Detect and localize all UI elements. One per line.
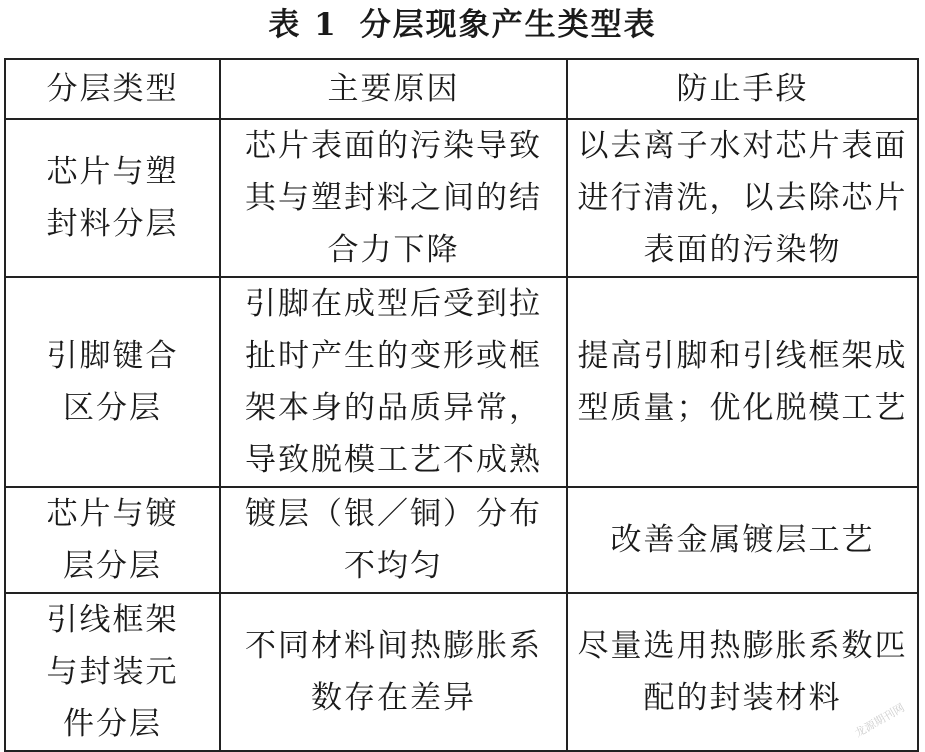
table-row xyxy=(5,119,918,277)
delamination-table xyxy=(4,58,919,752)
cell-prevention: 提高引脚和引线框架成型质量；优化脱模工艺 xyxy=(567,277,918,487)
cell-type: 芯片与塑封料分层 xyxy=(5,119,220,277)
cell-cause: 镀层（银／铜）分布不均匀 xyxy=(220,487,567,593)
cell-prevention: 尽量选用热膨胀系数匹配的封装材料 xyxy=(567,593,918,751)
watermark: 龙源期刊网 xyxy=(852,701,907,740)
header-cause: 主要原因 xyxy=(220,59,567,119)
cell-cause: 芯片表面的污染导致其与塑封料之间的结合力下降 xyxy=(220,119,567,277)
table-title: 分层现象产生类型表 xyxy=(359,7,657,43)
header-type: 分层类型 xyxy=(5,59,220,119)
cell-prevention: 改善金属镀层工艺 xyxy=(567,487,918,593)
cell-type: 引脚键合区分层 xyxy=(5,277,220,487)
cell-prevention: 以去离子水对芯片表面进行清洗，以去除芯片表面的污染物 xyxy=(567,119,918,277)
cell-cause: 引脚在成型后受到拉扯时产生的变形或框架本身的品质异常，导致脱模工艺不成熟 xyxy=(220,277,567,487)
table-row xyxy=(5,277,918,487)
cell-type: 芯片与镀层分层 xyxy=(5,487,220,593)
table-number: 表 1 xyxy=(268,7,338,43)
table-header-row xyxy=(5,59,918,119)
cell-type: 引线框架与封装元件分层 xyxy=(5,593,220,751)
table-row xyxy=(5,593,918,751)
table-caption xyxy=(0,0,925,52)
cell-cause: 不同材料间热膨胀系数存在差异 xyxy=(220,593,567,751)
header-prevention: 防止手段 xyxy=(567,59,918,119)
table-row xyxy=(5,487,918,593)
